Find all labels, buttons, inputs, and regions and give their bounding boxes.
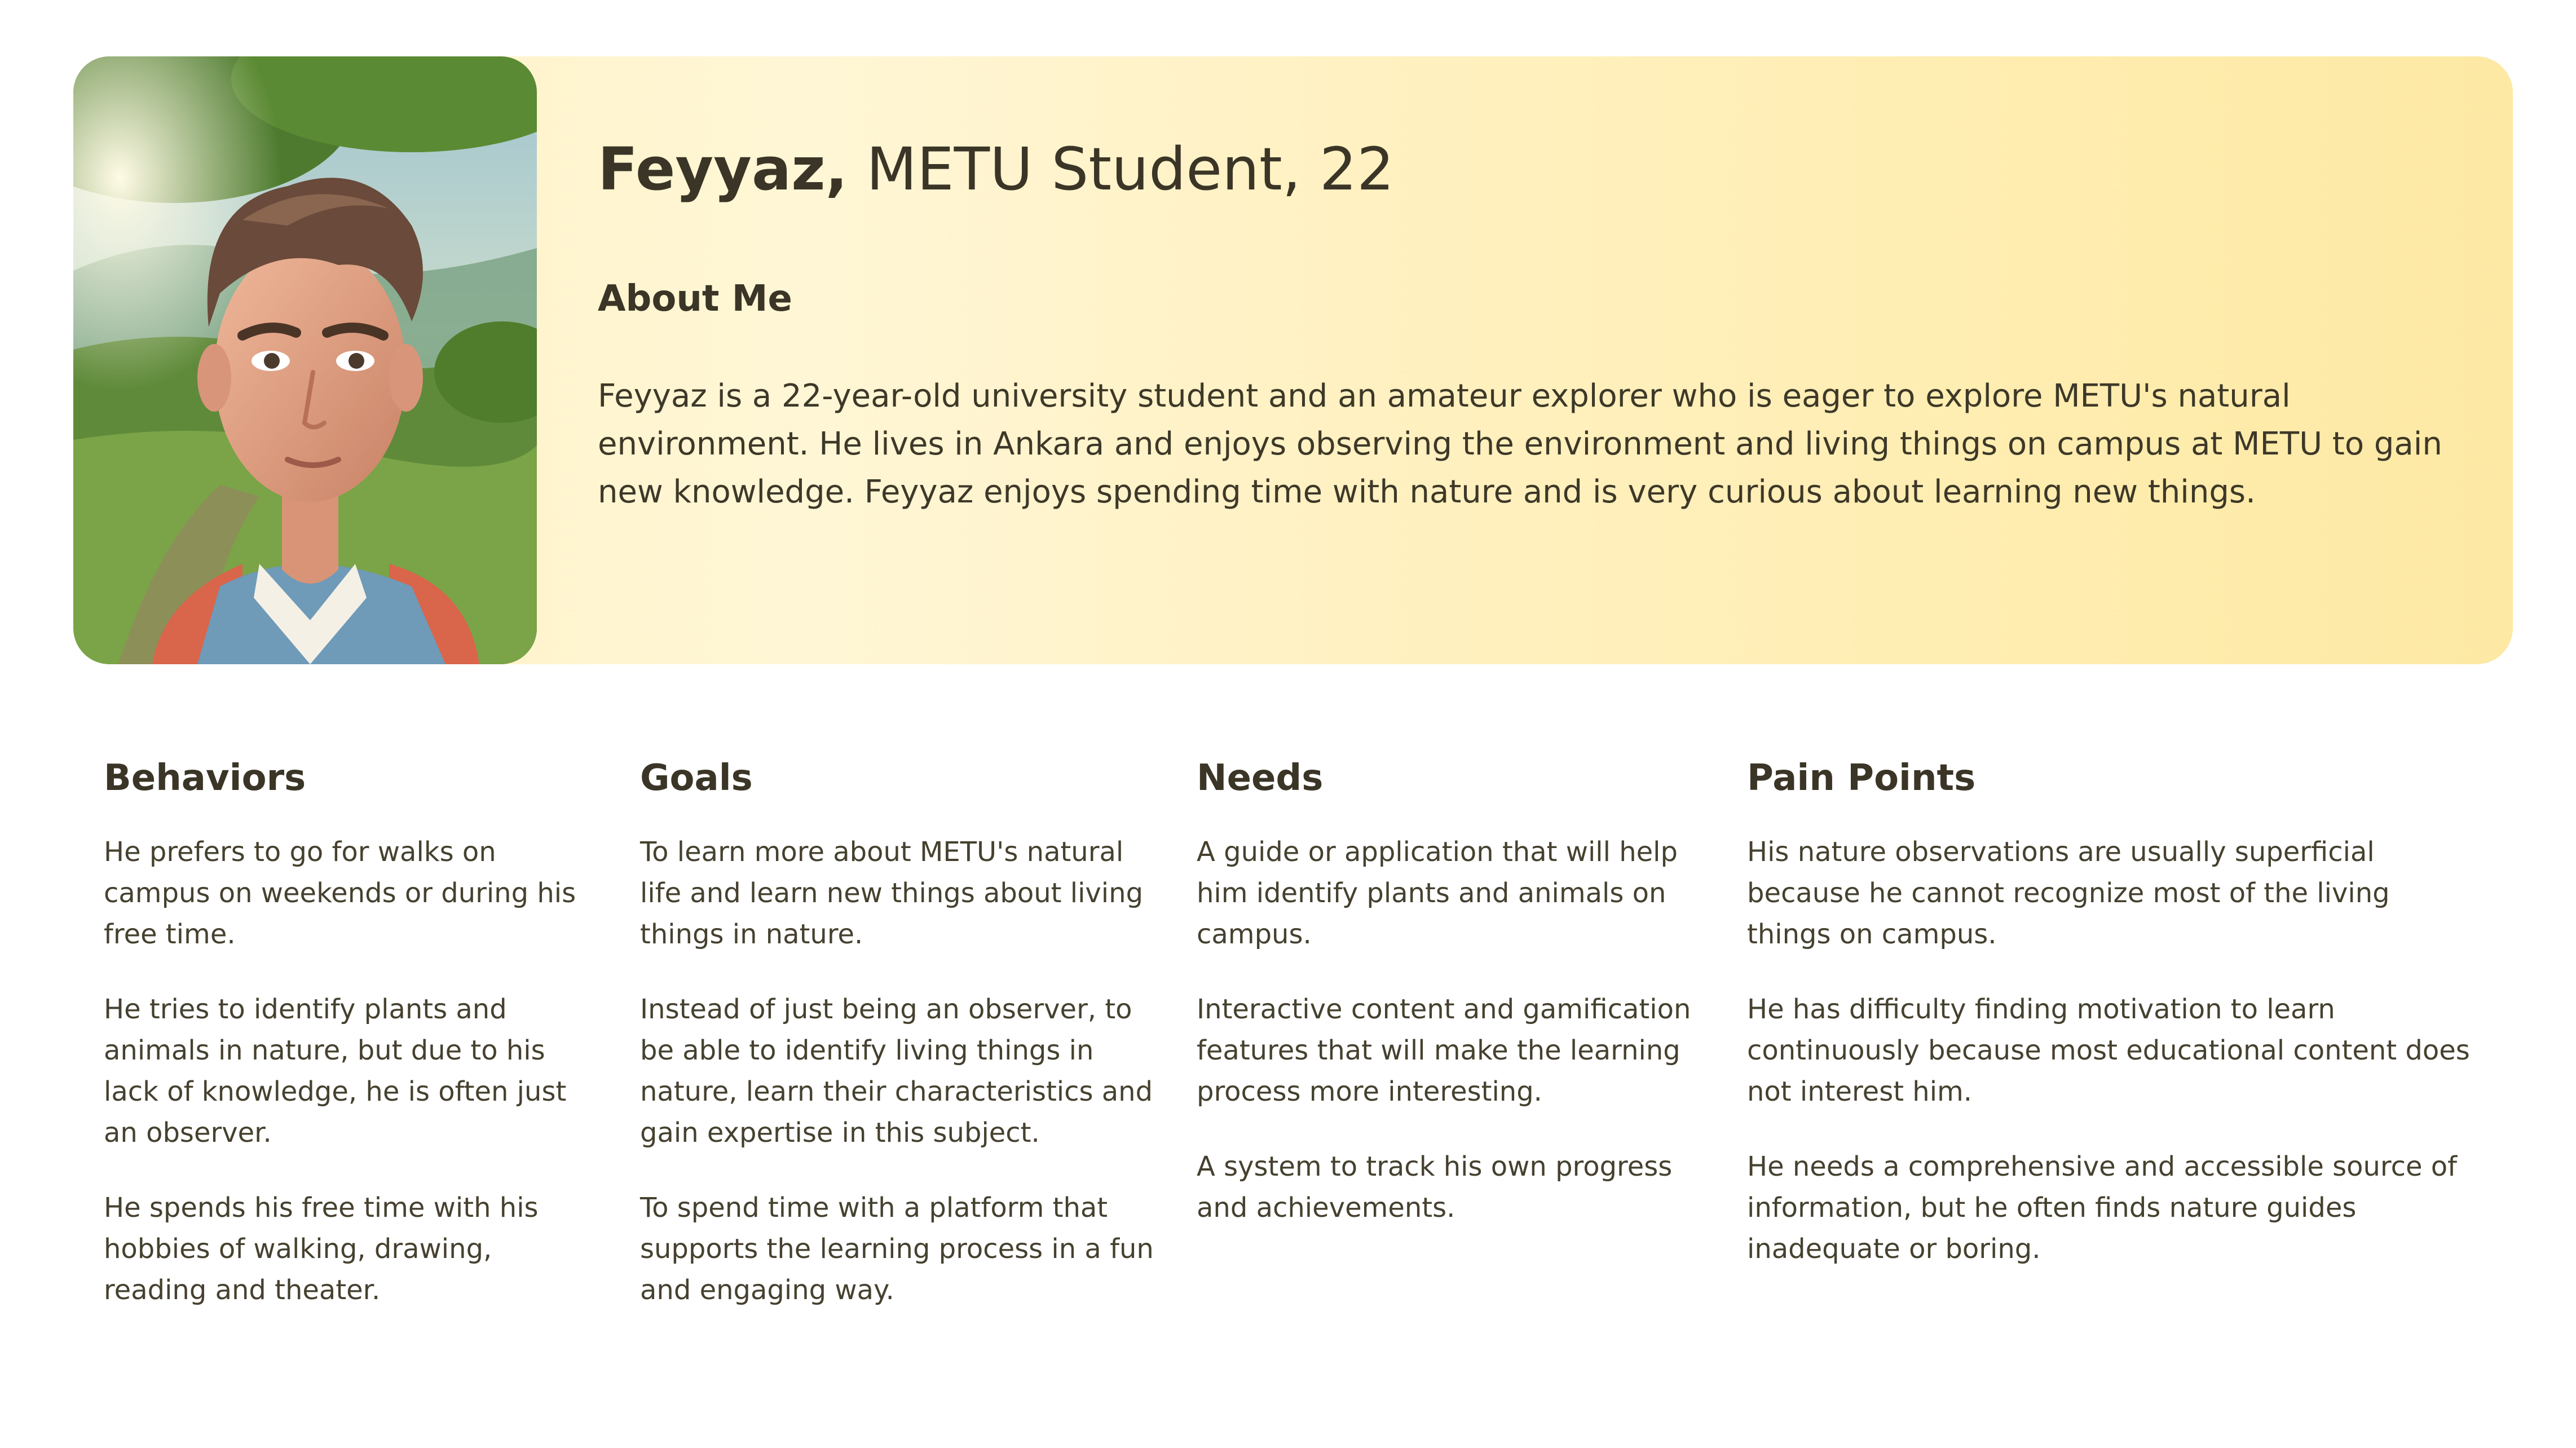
goals-section [640, 753, 1159, 1345]
needs-item: A guide or application that will help him identify plants and animals on campus. [1197, 836, 1678, 950]
persona-subtitle: METU Student, 22 [848, 135, 1395, 204]
persona-title [598, 130, 2470, 209]
persona-header-card [73, 56, 2513, 664]
behaviors-item: He prefers to go for walks on campus on weekends or during his free time. [104, 836, 576, 950]
persona-portrait [73, 56, 537, 664]
goals-item: Instead of just being an observer, to be able to identify living things in nature, learn their characteristics and gain expertise in this subject. [640, 994, 1153, 1149]
pain-points-item: He needs a comprehensive and accessible source of information, but he often finds nature guides inadequate or boring. [1747, 1151, 2458, 1265]
needs-section [1197, 753, 1704, 1262]
goals-item: To spend time with a platform that supports the learning process in a fun and engaging way. [640, 1192, 1154, 1306]
needs-item: A system to track his own progress and achievements. [1197, 1151, 1673, 1224]
behaviors-heading: Behaviors [104, 757, 306, 799]
pain-points-section [1747, 753, 2474, 1304]
pain-points-heading: Pain Points [1747, 757, 1976, 799]
about-me-text: Feyyaz is a 22-year-old university student and an amateur explorer who is eager to explore METU's natural environment. He lives in Ankara and enjoys observing the environment and living things on campus at METU to gain new knowledge. Feyyaz enjoys spending time with nature and is very curious about learning new things. [598, 378, 2442, 510]
goals-heading: Goals [640, 757, 753, 799]
needs-heading: Needs [1197, 757, 1324, 799]
goals-item: To learn more about METU's natural life and learn new things about living things in nature. [640, 836, 1144, 950]
about-me-heading: About Me [598, 278, 792, 320]
behaviors-section [104, 753, 589, 1345]
pain-points-item: He has difficulty finding motivation to learn continuously because most educational content does not interest him. [1747, 994, 2470, 1107]
behaviors-item: He tries to identify plants and animals in nature, but due to his lack of knowledge, he is often just an observer. [104, 994, 567, 1149]
persona-details [0, 753, 2576, 1373]
persona-name: Feyyaz, [598, 135, 848, 204]
behaviors-item: He spends his free time with his hobbies of walking, drawing, reading and theater. [104, 1192, 539, 1306]
persona-header-text [598, 130, 2470, 510]
needs-item: Interactive content and gamification features that will make the learning process more interesting. [1197, 994, 1691, 1107]
pain-points-item: His nature observations are usually superficial because he cannot recognize most of the living things on campus. [1747, 836, 2390, 950]
